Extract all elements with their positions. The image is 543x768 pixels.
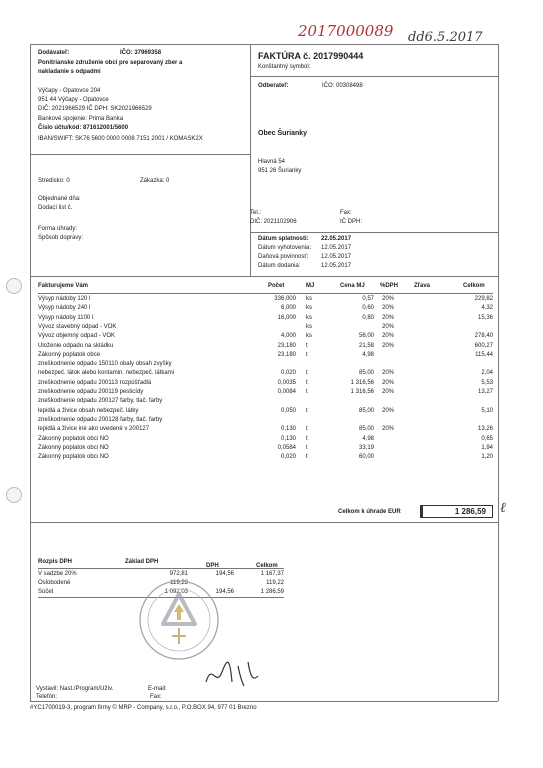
item-qty: 23,180 xyxy=(277,342,296,349)
customer-city: 951 26 Šurianky xyxy=(258,168,302,174)
item-unit: t xyxy=(306,444,308,451)
item-unit: ks xyxy=(306,333,312,340)
vat-row-base: 119,22 xyxy=(170,580,188,586)
vat-row-base: 972,81 xyxy=(169,571,188,577)
header-discount: Zľava xyxy=(414,283,430,289)
item-price: 0,57 xyxy=(362,296,374,302)
item-total: 5,10 xyxy=(481,407,493,414)
handwritten-date: dd6.5.2017 xyxy=(408,30,483,45)
vat-row-total: 119,22 xyxy=(266,580,284,586)
vat-row-label: Oslobodené xyxy=(38,580,71,586)
item-unit: t xyxy=(306,389,308,395)
total-value: 1 286,59 xyxy=(454,507,486,516)
item-price: 4,98 xyxy=(362,351,374,358)
item-name: zneškodnenie odpadu 200127 farby, tlač. farby xyxy=(38,398,163,405)
item-unit: t xyxy=(306,351,308,358)
item-total: 229,82 xyxy=(474,296,493,302)
item-price: 56,00 xyxy=(358,333,374,340)
item-price: 60,00 xyxy=(358,454,374,461)
supplier-name-2: nakladanie s odpadmi xyxy=(38,69,101,75)
table-row xyxy=(38,408,498,416)
cost-center: Stredisko: 0 xyxy=(38,178,70,184)
order-number: Zákazka: 0 xyxy=(140,178,170,184)
item-unit: t xyxy=(306,435,308,442)
table-row xyxy=(38,398,498,406)
item-total: 13,26 xyxy=(477,426,493,433)
item-name: Zákonný poplatok obci NO xyxy=(38,435,109,442)
item-total: 1,20 xyxy=(481,454,493,461)
tax-date-value: 12.05.2017 xyxy=(321,254,352,260)
item-name: lepidlá a živice obsah nebezpeč. látky xyxy=(38,407,139,414)
due-date-value: 22.05.2017 xyxy=(321,236,352,242)
vat-title: Rozpis DPH xyxy=(38,559,73,565)
customer-fax: Fax: xyxy=(340,210,352,216)
item-vat: 20% xyxy=(382,407,395,414)
table-row xyxy=(38,315,498,323)
item-vat: 20% xyxy=(382,426,395,433)
tax-date-label: Daňová povinnosť: xyxy=(258,254,309,260)
item-name: Zákonný poplatok obci NO xyxy=(38,444,109,451)
item-qty: 0,130 xyxy=(280,435,296,442)
item-total: 13,27 xyxy=(477,389,493,395)
supplier-city: 951 44 Výčapy - Opatovce xyxy=(38,97,109,103)
item-name: Zákonný poplatok obci NO xyxy=(38,454,109,461)
header-qty: Počet xyxy=(268,283,285,289)
item-name: Vývoz stavebný odpad - VOK xyxy=(38,323,117,330)
item-vat: 20% xyxy=(382,333,395,340)
item-qty: 0,0584 xyxy=(277,444,296,451)
table-row xyxy=(38,324,498,332)
item-price: 85,00 xyxy=(358,370,374,377)
customer-ico: IČO: 00308498 xyxy=(322,83,363,89)
item-qty: 0,130 xyxy=(280,426,296,433)
item-vat: 20% xyxy=(382,296,395,302)
vat-head-vat: DPH xyxy=(206,563,219,569)
customer-dic: DIČ: 2021102906 xyxy=(250,219,297,225)
table-row xyxy=(38,343,498,351)
item-vat: 20% xyxy=(382,323,395,330)
issue-date-value: 12.05.2017 xyxy=(321,245,352,251)
item-name: zneškodnenie odpadu 200113 rozpúšťadlá xyxy=(38,379,152,386)
signature xyxy=(198,652,268,692)
item-qty: 0,0035 xyxy=(277,379,296,386)
item-name: Uloženie odpadu na skládku xyxy=(38,342,114,349)
issue-date-label: Dátum vyhotovenia: xyxy=(258,245,312,251)
item-unit: ks xyxy=(306,296,312,302)
table-row xyxy=(38,333,498,341)
item-unit: t xyxy=(306,407,308,414)
item-total: 115,44 xyxy=(475,351,493,358)
item-vat: 20% xyxy=(382,379,395,386)
item-total: 0,65 xyxy=(481,435,493,442)
supplier-ico: IČO: 37969358 xyxy=(120,50,162,56)
item-name: Zákonný poplatok obce xyxy=(38,351,101,358)
vat-row-vat: 194,56 xyxy=(215,589,234,595)
table-row xyxy=(38,361,498,369)
header-unit: MJ xyxy=(306,283,315,289)
vat-row-base: 1 092,03 xyxy=(164,589,188,595)
item-price: 85,00 xyxy=(358,426,374,433)
item-name: Vývoz objemný odpad - VOK xyxy=(38,333,116,340)
table-row xyxy=(38,370,498,378)
item-total: 2,04 xyxy=(481,370,493,377)
table-row xyxy=(38,389,498,397)
supplier-label: Dodávateľ: xyxy=(38,50,70,56)
header-vat: %DPH xyxy=(380,283,399,289)
item-vat: 20% xyxy=(382,370,395,377)
item-vat: 20% xyxy=(382,342,395,349)
item-unit: t xyxy=(306,370,308,377)
table-row xyxy=(38,380,498,388)
table-row xyxy=(38,445,498,453)
item-name: Výsyp nádoby 120 l xyxy=(38,296,91,302)
vat-row-label: Súčet xyxy=(38,589,54,595)
table-row xyxy=(38,296,498,304)
payment-form: Forma úhrady: xyxy=(38,226,78,232)
item-name: Výsyp nádoby 240 l xyxy=(38,305,91,312)
invoice-title: FAKTÚRA č. 2017990444 xyxy=(258,51,364,61)
item-qty: 4,000 xyxy=(280,333,296,340)
item-price: 21,58 xyxy=(358,342,374,349)
item-price: 85,00 xyxy=(358,407,374,414)
item-total: 278,40 xyxy=(474,333,493,340)
header-price: Cena MJ xyxy=(340,283,365,289)
software-credit: #YC1700019-3, program firmy © MRP - Company, s.r.o., P.O.BOX 94, 977 01 Brezno xyxy=(30,705,257,711)
punch-hole-top xyxy=(6,278,22,294)
header-item: Fakturujeme Vám xyxy=(38,283,89,289)
handwritten-mark: ℓ xyxy=(500,500,506,516)
item-vat: 20% xyxy=(382,305,395,312)
item-qty: 0,0084 xyxy=(277,389,296,395)
vat-head-total: Celkom xyxy=(256,563,278,569)
item-qty: 0,020 xyxy=(280,454,296,461)
item-total: 1,94 xyxy=(481,444,493,451)
item-unit: ks xyxy=(306,314,312,321)
item-price: 0,60 xyxy=(362,305,374,312)
item-qty: 23,180 xyxy=(277,351,296,358)
item-unit: t xyxy=(306,342,308,349)
item-price: 4,98 xyxy=(362,435,374,442)
item-name: zneškodnenie odpadu 200119 pesticídy xyxy=(38,389,144,395)
customer-tel: Tel.: xyxy=(250,210,262,216)
item-name: zneškodnenie odpadu 200128 farby, tlač. farby xyxy=(38,416,163,423)
header-total: Celkom xyxy=(463,283,485,289)
vat-head-base: Základ DPH xyxy=(125,559,159,565)
item-qty: 0,020 xyxy=(280,370,296,377)
item-unit: ks xyxy=(306,305,312,312)
total-label: Celkom k úhrade EUR xyxy=(338,509,401,515)
item-qty: 6,000 xyxy=(280,305,296,312)
vat-row-vat: 194,56 xyxy=(215,571,234,577)
item-total: 15,36 xyxy=(477,314,493,321)
constant-symbol: Konštantný symbol: xyxy=(258,64,311,70)
supplier-name-1: Ponitrianske združenie obcí pre separovaný zber a xyxy=(38,60,183,66)
supplier-iban: IBAN/SWIFT: SK76 5600 0000 0008 7151 2001 / KOMASK2X xyxy=(38,136,203,142)
delivery-date-label: Dátum dodania: xyxy=(258,263,301,269)
table-row xyxy=(38,436,498,444)
vat-row-label: V sadzbe 20% xyxy=(38,571,77,577)
item-name: Výsyp nádoby 1100 l xyxy=(38,314,94,321)
item-price: 1 316,56 xyxy=(350,379,374,386)
delivery-date-value: 12.05.2017 xyxy=(321,263,352,269)
item-total: 4,32 xyxy=(481,305,493,312)
transport-method: Spôsob dopravy: xyxy=(38,235,84,241)
item-qty: 0,050 xyxy=(280,407,296,414)
supplier-street: Výčapy - Opatovce 204 xyxy=(38,88,101,94)
item-price: 1 316,56 xyxy=(350,389,374,395)
table-row xyxy=(38,305,498,313)
item-unit: t xyxy=(306,426,308,433)
item-name: zneškodnenie odpadu 150110 obaly obsah zvyšky xyxy=(38,361,172,368)
item-total: 600,27 xyxy=(474,342,493,349)
supplier-dic: DIČ: 2021966529 IČ DPH: SK2021966529 xyxy=(38,106,152,112)
due-date-label: Dátum splatnosti: xyxy=(258,236,309,242)
item-qty: 336,000 xyxy=(274,296,296,302)
item-unit: ks xyxy=(306,323,312,330)
issued-by: Vystavil: Nast./Program/Užív. xyxy=(36,686,114,692)
table-row xyxy=(38,352,498,360)
item-total: 5,53 xyxy=(481,379,493,386)
vat-row-total: 1 167,37 xyxy=(260,571,284,577)
vat-row-total: 1 286,59 xyxy=(260,589,284,595)
delivery-note: Dodací list č. xyxy=(38,205,73,211)
items-header xyxy=(38,283,498,291)
item-vat: 20% xyxy=(382,389,395,395)
ordered-date: Objednané dňa: xyxy=(38,196,81,202)
punch-hole-bottom xyxy=(6,487,22,503)
customer-street: Hlavná 54 xyxy=(258,159,286,165)
footer-email: E-mail: xyxy=(148,686,167,692)
item-unit: t xyxy=(306,454,308,461)
table-row xyxy=(38,417,498,425)
table-row xyxy=(38,454,498,462)
item-price: 33,19 xyxy=(358,444,374,451)
footer-fax: Fax: xyxy=(150,694,162,700)
item-name: nebezpeč. látok alebo kontamin. nebezpeč. látkami xyxy=(38,370,175,377)
item-price: 0,80 xyxy=(362,314,374,321)
recycling-stamp xyxy=(137,578,221,662)
footer-phone: Telefón: xyxy=(36,694,58,700)
table-row xyxy=(38,426,498,434)
item-unit: t xyxy=(306,379,308,386)
handwritten-reference: 2017000089 xyxy=(298,22,394,40)
customer-icdph: IČ DPH: xyxy=(340,219,363,225)
item-name: lepidlá a živice iné ako uvedené v 200127 xyxy=(38,426,150,433)
supplier-bank: Bankové spojenie: Prima Banka xyxy=(38,116,124,122)
customer-label: Odberateľ: xyxy=(258,83,289,89)
item-qty: 16,000 xyxy=(277,314,296,321)
customer-name: Obec Šurianky xyxy=(258,130,308,137)
item-vat: 20% xyxy=(382,314,395,321)
supplier-account: Číslo účtu/kód: 871612001/5600 xyxy=(38,125,129,131)
